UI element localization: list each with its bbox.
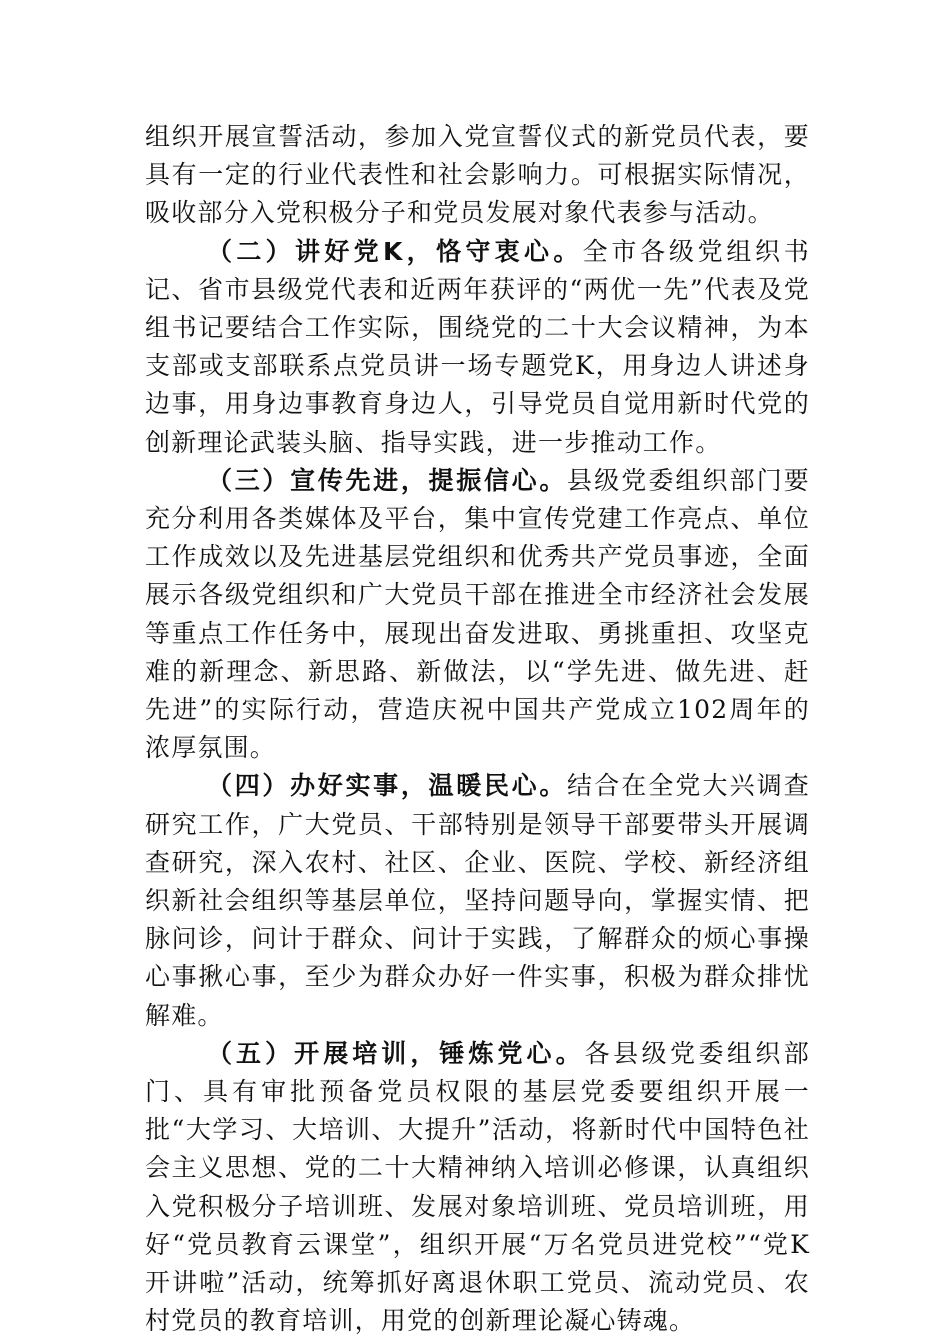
paragraph-body: 全市各级党组织书记、省市县级党代表和近两年获评的“两优一先”代表及党组书记要结合工作实际，围绕党的二十大会议精神，为本支部或支部联系点党员讲一场专题党K，用身边人讲述身边事，用身边事教育身边人，引导党员自觉用新时代党的创新理论武装头脑、指导实践，进一步推动工作。	[145, 236, 810, 457]
paragraph-body: 县级党委组织部门要充分利用各类媒体及平台，集中宣传党建工作亮点、单位工作成效以及先进基层党组织和优秀共产党员事迹，全面展示各级党组织和广大党员干部在推进全市经济社会发展等重点工作任务中，展现出奋发进取、勇挑重担、攻坚克难的新理念、新思路、新做法，以“学先进、做先进、赶先进”的实际行动，营造庆祝中国共产党成立102周年的浓厚氛围。	[145, 465, 810, 763]
paragraph-section-5	[145, 1035, 810, 1341]
paragraph-section-3	[145, 462, 810, 768]
paragraph-body: 各县级党委组织部门、具有审批预备党员权限的基层党委要组织开展一批“大学习、大培训、大提升”活动，将新时代中国特色社会主义思想、党的二十大精神纳入培训必修课，认真组织入党积极分子培训班、发展对象培训班、党员培训班，用好“党员教育云课堂”，组织开展“万名党员进党校”“党K开讲啦”活动，统筹抓好离退休职工党员、流动党员、农村党员的教育培训，用党的创新理论凝心铸魂。	[145, 1038, 811, 1336]
section-heading: （三）宣传先进，提振信心。	[207, 465, 568, 495]
section-heading: （五）开展培训，锤炼党心。	[207, 1038, 585, 1068]
document-body	[145, 118, 810, 1341]
section-heading: （二）讲好党K，恪守衷心。	[207, 236, 583, 266]
paragraph-continuation	[145, 118, 810, 233]
paragraph-section-2	[145, 233, 810, 462]
section-heading: （四）办好实事，温暖民心。	[207, 771, 568, 801]
paragraph-body: 结合在全党大兴调查研究工作，广大党员、干部特别是领导干部要带头开展调查研究，深入农村、社区、企业、医院、学校、新经济组织新社会组织等基层单位，坚持问题导向，掌握实情、把脉问诊，问计于群众、问计于实践，了解群众的烦心事操心事揪心事，至少为群众办好一件实事，积极为群众排忧解难。	[145, 771, 810, 1030]
paragraph-section-4	[145, 767, 810, 1034]
paragraph-body: 组织开展宣誓活动，参加入党宣誓仪式的新党员代表，要具有一定的行业代表性和社会影响力。可根据实际情况，吸收部分入党积极分子和党员发展对象代表参与活动。	[145, 122, 810, 228]
